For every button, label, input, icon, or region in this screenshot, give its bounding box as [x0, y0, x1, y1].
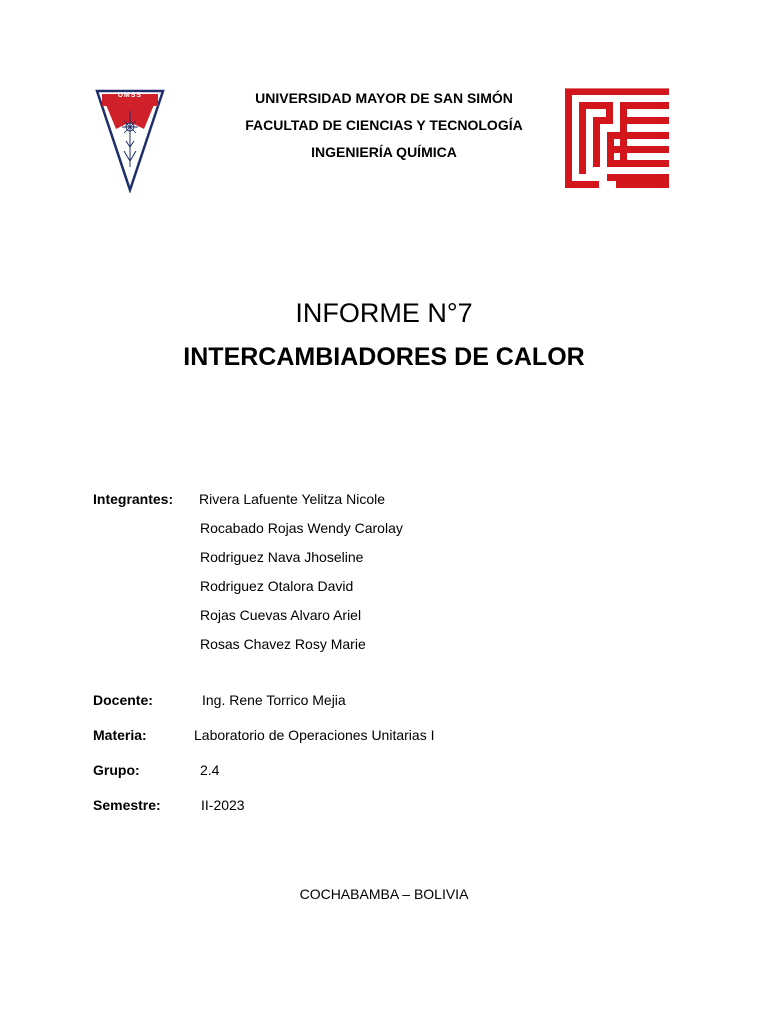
report-number: INFORME N°7 [295, 298, 473, 328]
umss-logo-text: UMSS [117, 92, 143, 99]
member-4: Rodriguez Otalora David [200, 578, 354, 594]
member-3: Rodriguez Nava Jhoseline [200, 549, 364, 565]
university-name: UNIVERSIDAD MAYOR DE SAN SIMÓN [255, 90, 513, 106]
materia-value: Laboratorio de Operaciones Unitarias I [194, 727, 435, 743]
member-5: Rojas Cuevas Alvaro Ariel [200, 607, 362, 623]
member-2: Rocabado Rojas Wendy Carolay [200, 520, 403, 536]
grupo-value: 2.4 [200, 762, 220, 778]
location-footer: COCHABAMBA – BOLIVIA [299, 886, 469, 902]
department-name: INGENIERÍA QUÍMICA [311, 144, 457, 160]
report-title: INTERCAMBIADORES DE CALOR [183, 343, 585, 371]
semestre-value: II-2023 [201, 797, 245, 813]
member-1: Rivera Lafuente Yelitza Nicole [199, 491, 386, 507]
semestre-label: Semestre: [93, 797, 161, 813]
faculty-name: FACULTAD DE CIENCIAS Y TECNOLOGÍA [245, 117, 523, 133]
fcyt-logo [563, 86, 671, 190]
docente-label: Docente: [93, 692, 153, 708]
docente-value: Ing. Rene Torrico Mejia [202, 692, 346, 708]
members-label: Integrantes: [93, 491, 174, 507]
materia-label: Materia: [93, 727, 147, 743]
member-6: Rosas Chavez Rosy Marie [200, 636, 366, 652]
grupo-label: Grupo: [93, 762, 140, 778]
